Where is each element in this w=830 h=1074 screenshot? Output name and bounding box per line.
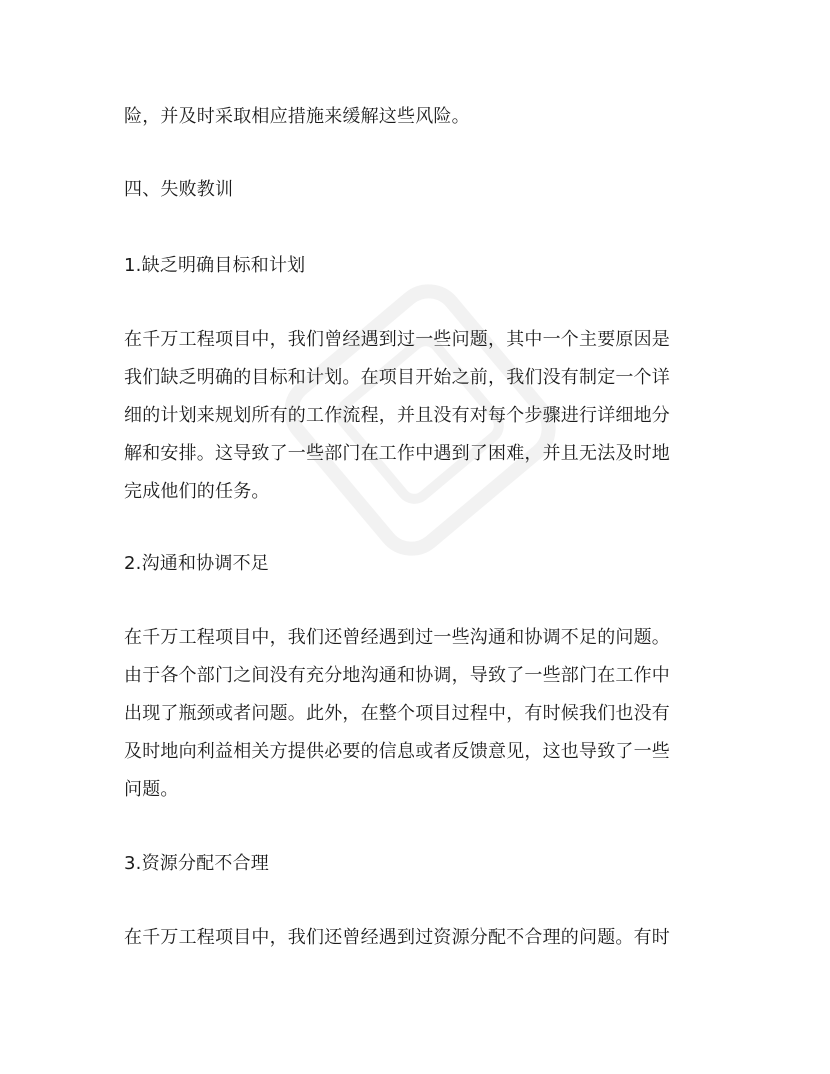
paragraph-2-line: 问题。	[124, 779, 179, 800]
paragraph-text-line: 险，并及时采取相应措施来缓解这些风险。	[124, 106, 470, 127]
subheading-2: 2.沟通和协调不足	[124, 553, 269, 574]
section-heading: 四、失败教训	[124, 179, 234, 200]
paragraph-1-line: 完成他们的任务。	[124, 481, 270, 502]
paragraph-2-line: 出现了瓶颈或者问题。此外，在整个项目过程中，有时候我们也没有	[124, 703, 670, 724]
paragraph-1-line: 在千万工程项目中，我们曾经遇到过一些问题，其中一个主要原因是	[124, 329, 670, 350]
subheading-1: 1.缺乏明确目标和计划	[124, 255, 306, 276]
paragraph-1-line: 我们缺乏明确的目标和计划。在项目开始之前，我们没有制定一个详	[124, 367, 670, 388]
paragraph-1-line: 解和安排。这导致了一些部门在工作中遇到了困难，并且无法及时地	[124, 443, 670, 464]
paragraph-3-line: 在千万工程项目中，我们还曾经遇到过资源分配不合理的问题。有时	[124, 927, 670, 948]
paragraph-2-line: 及时地向利益相关方提供必要的信息或者反馈意见，这也导致了一些	[124, 741, 670, 762]
paragraph-2-line: 由于各个部门之间没有充分地沟通和协调，导致了一些部门在工作中	[124, 665, 670, 686]
paragraph-1-line: 细的计划来规划所有的工作流程，并且没有对每个步骤进行详细地分	[124, 405, 670, 426]
subheading-3: 3.资源分配不合理	[124, 853, 269, 874]
paragraph-2-line: 在千万工程项目中，我们还曾经遇到过一些沟通和协调不足的问题。	[124, 627, 670, 648]
